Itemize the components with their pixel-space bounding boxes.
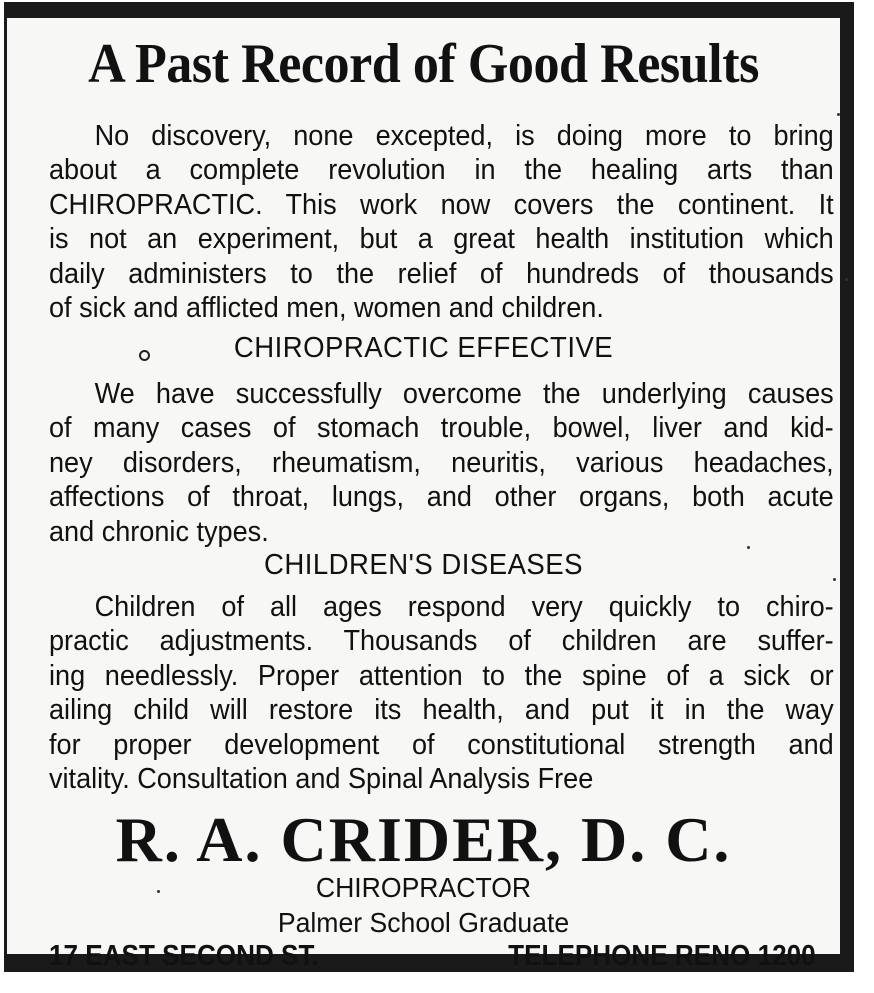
address-label: 17 EAST SECOND ST. — [49, 940, 319, 972]
effective-line: ney disorders, rheumatism, neuritis, various headaches, — [49, 446, 834, 479]
effective-paragraph — [49, 377, 834, 549]
effective-line: and chronic types. — [49, 515, 269, 548]
children-line: vitality. Consultation and Spinal Analysis Free — [49, 763, 594, 796]
print-speck — [845, 278, 848, 281]
profession-label: CHIROPRACTOR — [315, 872, 532, 903]
intro-line: about a complete revolution in the healing arts than — [49, 154, 834, 187]
children-line: ing needlessly. Proper attention to the spine of a sick or — [49, 659, 834, 692]
heading-chiropractic-effective: CHIROPRACTIC EFFECTIVE — [233, 332, 614, 364]
school-label: Palmer School Graduate — [277, 907, 570, 938]
practitioner-name: R. A. CRIDER, D. C. — [115, 804, 732, 875]
chiropractic-advertisement — [4, 2, 854, 972]
telephone-label: TELEPHONE RENO 1200 — [508, 940, 816, 972]
children-line: ailing child will restore its health, and put it in the way — [49, 694, 834, 727]
children-line: for proper development of constitutional strength and — [49, 728, 834, 761]
children-line: practic adjustments. Thousands of children are suffer- — [49, 625, 834, 658]
intro-line: daily administers to the relief of hundreds of thousands — [49, 257, 834, 290]
intro-line: of sick and afflicted men, women and children. — [49, 292, 604, 325]
intro-line: CHIROPRACTIC. This work now covers the continent. It — [49, 188, 834, 221]
effective-line: of many cases of stomach trouble, bowel, liver and kid- — [49, 412, 834, 445]
print-speck — [157, 890, 160, 893]
children-paragraph — [49, 590, 834, 796]
intro-paragraph — [49, 119, 834, 325]
ad-title: A Past Record of Good Results — [88, 33, 759, 95]
children-line: Children of all ages respond very quickly to chiro- — [94, 591, 834, 623]
effective-line: affections of throat, lungs, and other organs, both acute — [49, 481, 834, 514]
print-speck — [747, 546, 750, 549]
effective-line: We have successfully overcome the underlying causes — [94, 378, 834, 410]
intro-line: is not an experiment, but a great health institution which — [49, 223, 834, 256]
intro-line: No discovery, none excepted, is doing more to bring — [94, 120, 834, 152]
heading-childrens-diseases: CHILDREN'S DISEASES — [264, 549, 583, 581]
print-speck — [833, 578, 836, 581]
print-speck — [837, 113, 840, 116]
